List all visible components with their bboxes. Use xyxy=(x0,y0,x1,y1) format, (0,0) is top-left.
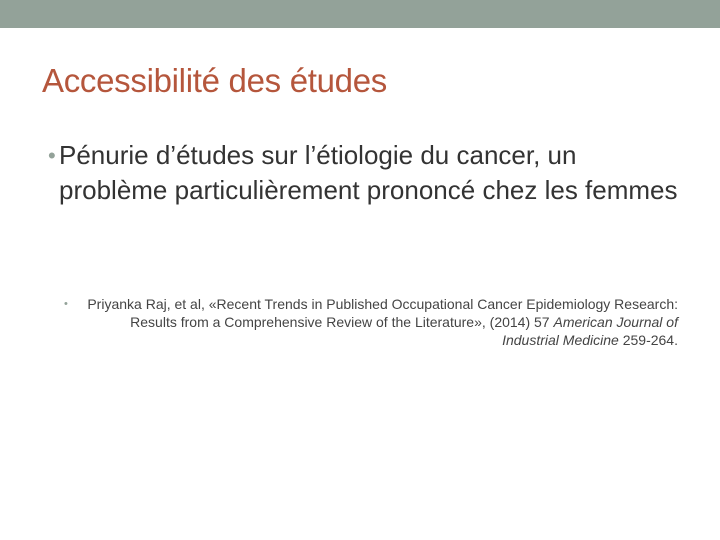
top-accent-bar xyxy=(0,0,720,28)
reference-text xyxy=(64,295,678,349)
slide-title: Accessibilité des études xyxy=(42,62,387,99)
reference-pages: 259-264. xyxy=(618,332,678,348)
reference-authors-title: Priyanka Raj, et al, «Recent Trends in Published Occupational Cancer Epidemiology Research: Results from a Comprehensive Review of the Literature», (2014) 57 xyxy=(87,296,678,330)
bullet-dot-icon: • xyxy=(48,143,56,168)
sub-bullet-dot-icon: • xyxy=(64,298,68,310)
main-bullet-text: Pénurie d’études sur l’étiologie du cancer, un problème particulièrement prononcé chez les femmes xyxy=(59,140,678,205)
reference-citation xyxy=(64,295,678,349)
reference-journal: American Journal of Industrial Medicine xyxy=(502,314,678,348)
main-bullet-item xyxy=(48,138,688,208)
